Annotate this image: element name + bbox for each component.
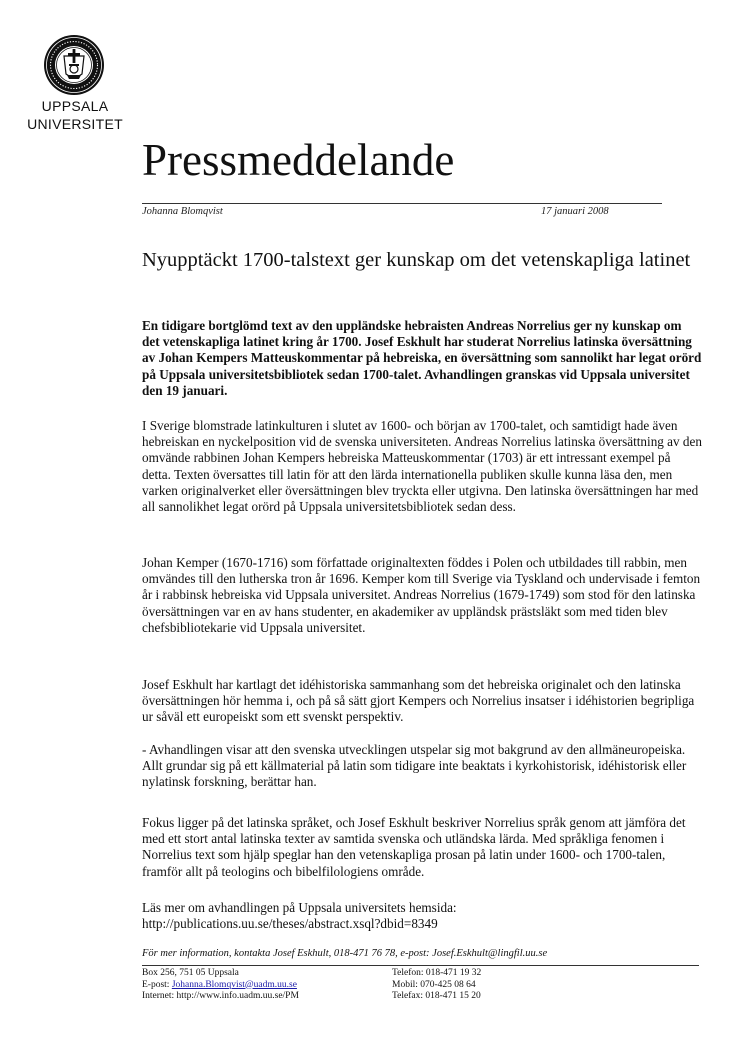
paragraph-block-5	[142, 815, 702, 880]
footer-right-column	[392, 968, 481, 1003]
footer-address: Box 256, 751 05 Uppsala	[142, 968, 239, 978]
article-headline: Nyupptäckt 1700-talstext ger kunskap om det vetenskapliga latinet	[142, 249, 691, 271]
paragraph-block-3	[142, 677, 702, 726]
footer-email-link[interactable]: Johanna.Blomqvist@uadm.uu.se	[171, 979, 297, 990]
footer-email-label: E-post:	[142, 979, 172, 990]
footer-phone: Telefon: 018-471 19 32	[392, 968, 482, 978]
more-info-url[interactable]: http://publications.uu.se/theses/abstract.xsql?dbid=8349	[142, 916, 438, 932]
author-name: Johanna Blomqvist	[142, 206, 223, 217]
contact-line: För mer information, kontakta Josef Eskhult, 018-471 76 78, e-post: Josef.Eskhult@lingfil.uu.se	[142, 948, 548, 959]
uppsala-university-seal-logo	[43, 34, 105, 96]
institution-name-line2: UNIVERSITET	[27, 116, 123, 132]
footer-left-column	[142, 968, 299, 1003]
header-divider	[142, 203, 662, 204]
paragraph-block-2	[142, 555, 702, 636]
more-info-text: Läs mer om avhandlingen på Uppsala universitets hemsida:	[142, 900, 457, 915]
article-paragraph: I Sverige blomstrade latinkulturen i slutet av 1600- och början av 1700-talet, och samtidigt hade även hebreiskan en nyckelposition vid de svenska universiteten. Andreas Norrelius latinska översättning av den omvände rabbinen Johan Kempers hebreiska Matteuskommentar (1703) är ett intressant exempel på detta. Texten översattes till latin för att den lärda internationella publiken skulle kunna läsa den, men varken originalverket eller översättningen blev tryckta eller utgivna. Den latinska översättningen har med all sannolikhet legat orörd på Uppsala universitetsbibliotek sedan dess.	[142, 418, 702, 515]
article-quote-paragraph: - Avhandlingen visar att den svenska utvecklingen utspelar sig mot bakgrund av den allmäneuropeiska. Allt grundar sig på ett källmaterial på latin som tidigare inte beaktats i kyrkohistorisk, idéhistorisk eller nylatinsk forskning, berättar han.	[142, 742, 687, 790]
article-paragraph: Johan Kemper (1670-1716) som författade originaltexten föddes i Polen och utbildades till rabbin, men omvändes till den lutherska tron år 1696. Kemper kom till Sverige via Tyskland och undervisade i femton år i rabbinsk hebreiska vid Uppsala universitet. Andreas Norrelius (1679-1749) som stod för den latinska översättningen var en av hans studenter, en akademiker av uppländsk prästsläkt som med tiden blev chefsbibliotekarie vid Uppsala universitet.	[142, 555, 701, 635]
footer-divider	[142, 965, 699, 966]
footer-mobile: Mobil: 070-425 08 64	[392, 979, 476, 990]
institution-name-line1: UPPSALA	[41, 98, 109, 114]
footer-internet: Internet: http://www.info.uadm.uu.se/PM	[142, 991, 299, 1001]
article-paragraph: Josef Eskhult har kartlagt det idéhistoriska sammanhang som det hebreiska originalet och den latinska översättningen hör hemma i, och på så sätt gjort Kempers och Norrelius insatser i idéhistorien begripliga ur såväl ett europeiskt som ett svenskt perspektiv.	[142, 677, 695, 725]
footer-fax: Telefax: 018-471 15 20	[392, 991, 481, 1001]
document-type-title: Pressmeddelande	[142, 135, 455, 185]
paragraph-block-1	[142, 418, 702, 515]
article-lead-block	[142, 318, 702, 399]
release-date: 17 januari 2008	[541, 206, 609, 217]
article-lead: En tidigare bortglömd text av den uppländske hebraisten Andreas Norrelius ger ny kunskap om det vetenskapliga latinet kring år 1700. Josef Eskhult har studerat Norrelius latinska översättning av Johan Kempers Matteuskommentar på hebreiska, en översättning som sannolikt har legat orörd på Uppsala universitetsbibliotek sedan 1700-talet. Avhandlingen granskas vid Uppsala universitet den 19 januari.	[142, 318, 702, 398]
more-info-block	[142, 900, 702, 932]
paragraph-block-4	[142, 742, 702, 791]
article-paragraph: Fokus ligger på det latinska språket, och Josef Eskhult beskriver Norrelius språk genom att jämföra det med ett stort antal latinska texter av samtida svenska och utländska lärda. Med språkliga fenomen i Norrelius text som hjälp speglar han den vetenskapliga prosan på latin under 1600- och 1700-talen, framför allt på teologins och bibelfilologiens område.	[142, 815, 686, 879]
footer-email-line	[142, 980, 299, 992]
